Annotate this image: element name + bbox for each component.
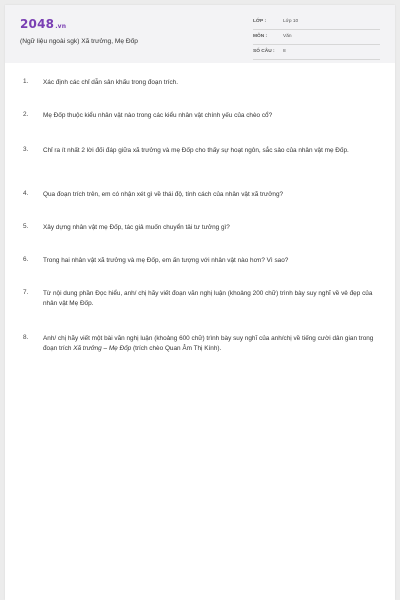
- question-number: 6.: [23, 256, 29, 263]
- meta-label-count: SỐ CÂU :: [253, 49, 275, 54]
- meta-value-subject: Văn: [283, 34, 292, 39]
- document-title: (Ngữ liệu ngoài sgk) Xã trưởng, Mẹ Đốp: [20, 38, 138, 45]
- question-number: 3.: [23, 146, 29, 153]
- logo-suffix: .vn: [55, 23, 67, 30]
- question-number: 5.: [23, 223, 29, 230]
- question-text: Từ nội dung phần Đọc hiểu, anh/ chị hãy viết đoạn văn nghị luận (khoảng 200 chữ) trình bày suy nghĩ về vẻ đẹp của nhân vật Mẹ Đốp.: [43, 290, 373, 307]
- question-text: Mẹ Đốp thuộc kiểu nhân vật nào trong các kiểu nhân vật chính yếu của chèo cổ?: [43, 112, 273, 119]
- work-title: Xã trưởng – Mẹ Đốp: [73, 345, 132, 352]
- meta-row-class: [253, 17, 380, 30]
- question-text: Xây dựng nhân vật mẹ Đốp, tác giả muốn chuyển tải tư tưởng gì?: [43, 224, 230, 231]
- question-text: Chỉ ra ít nhất 2 lời đối đáp giữa xã trưởng và mẹ Đốp cho thấy sự hoạt ngôn, sắc sảo của nhân vật mẹ Đốp.: [43, 147, 349, 154]
- question-number: 4.: [23, 190, 29, 197]
- meta-label-subject: MÔN :: [253, 34, 268, 39]
- question-text: Xác định các chỉ dẫn sân khấu trong đoạn trích.: [43, 79, 178, 86]
- meta-label-class: LỚP :: [253, 19, 267, 24]
- meta-row-subject: [253, 32, 380, 45]
- question-text-part: Anh/ chị hãy viết một bài văn nghị luận (khoảng 600 chữ) trình bày suy nghĩ của anh/chị về tiếng cười dân gian trong đoạn trích: [43, 335, 374, 352]
- question-number: 1.: [23, 78, 29, 85]
- worksheet-header: [5, 5, 395, 63]
- question-number: 2.: [23, 111, 29, 118]
- worksheet-page: [5, 5, 395, 600]
- logo-brand: 2048: [20, 17, 55, 31]
- question-text-part: (trích chèo Quan Âm Thị Kính).: [131, 345, 222, 352]
- question-text: Qua đoạn trích trên, em có nhận xét gì về thái độ, tính cách của nhân vật xã trưởng?: [43, 191, 284, 198]
- question-number: 7.: [23, 289, 29, 296]
- meta-value-class: Lớp 10: [283, 19, 299, 24]
- meta-row-count: [253, 47, 380, 60]
- question-text: Trong hai nhân vật xã trưởng và mẹ Đốp, em ấn tượng với nhân vật nào hơn? Vì sao?: [43, 257, 289, 264]
- question-number: 8.: [23, 334, 29, 341]
- question-text: [43, 334, 381, 354]
- site-logo[interactable]: [20, 17, 66, 31]
- meta-value-count: 8: [283, 49, 286, 54]
